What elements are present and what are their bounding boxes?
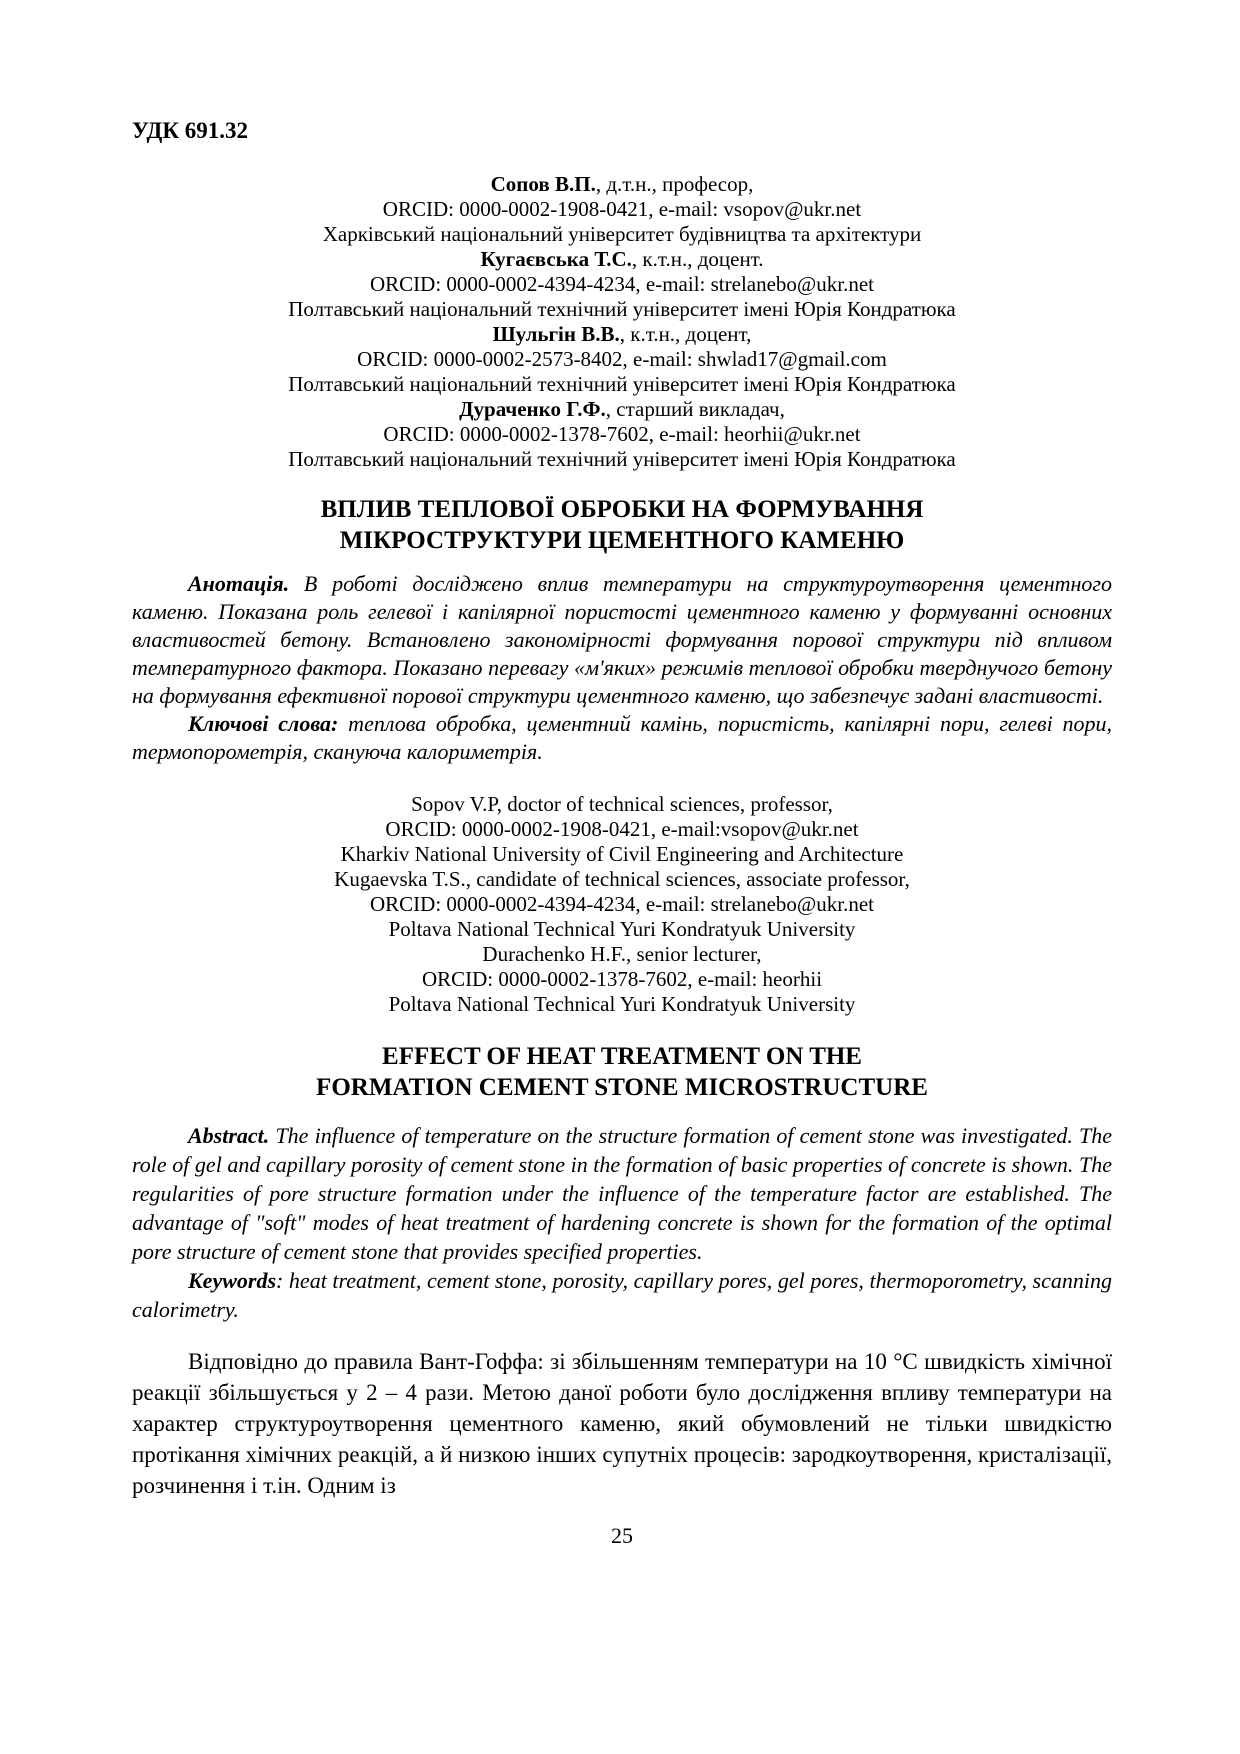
- affiliation-text: Полтавський національний технічний університет імені Юрія Кондратюка: [288, 297, 956, 321]
- keywords-ua-text: теплова обробка, цементний камінь, пористість, капілярні пори, гелеві пори, термопорометрія, скануюча калориметрія.: [132, 711, 1113, 764]
- keywords-ua-paragraph: [132, 710, 1112, 766]
- keywords-en-label: Keywords: [188, 1268, 276, 1293]
- orcid-line: [132, 272, 1112, 297]
- abstract-en-label: Abstract.: [188, 1123, 270, 1148]
- article-title-en: [132, 1041, 1112, 1103]
- orcid-line: [132, 422, 1112, 447]
- author-name: Дураченко Г.Ф.: [459, 397, 606, 421]
- keywords-en-text: : heat treatment, cement stone, porosity, capillary pores, gel pores, thermoporometry, scanning calorimetry.: [132, 1268, 1112, 1322]
- abstract-ua-label: Анотація.: [188, 571, 290, 596]
- author-degree: , к.т.н., доцент,: [619, 322, 752, 346]
- article-title-ua: [132, 494, 1112, 556]
- orcid-email-text: ORCID: 0000-0002-1378-7602, e-mail: heorhii@ukr.net: [383, 422, 861, 446]
- orcid-email-text: ORCID: 0000-0002-4394-4234, e-mail: strelanebo@ukr.net: [370, 272, 874, 296]
- udc-code: УДК 691.32: [132, 118, 249, 143]
- author-degree: , к.т.н., доцент.: [631, 247, 764, 271]
- orcid-line: [132, 347, 1112, 372]
- abstract-en-text: The influence of temperature on the structure formation of cement stone was investigated. The role of gel and capillary porosity of cement stone in the formation of basic properties of concrete is shown. The regularities of pore structure formation under the influence of the temperature factor are established. The advantage of "soft" modes of heat treatment of hardening concrete is shown for the formation of the optimal pore structure of cement stone that provides specified properties.: [132, 1123, 1112, 1264]
- abstract-ua-paragraph: [132, 570, 1112, 710]
- abstract-ua: [132, 570, 1112, 766]
- keywords-en-paragraph: [132, 1266, 1112, 1324]
- affiliation-line: [132, 222, 1112, 247]
- authors-block-en: [132, 792, 1112, 1017]
- affiliation-line: [132, 447, 1112, 472]
- abstract-en-paragraph: [132, 1121, 1112, 1266]
- orcid-line-en: ORCID: 0000-0002-1378-7602, e-mail: heorhii: [421, 967, 823, 991]
- author-degree: , старший викладач,: [605, 397, 785, 421]
- author-name: Шульгін В.В.: [492, 322, 620, 346]
- author-line: [132, 322, 1112, 347]
- orcid-line-en: ORCID: 0000-0002-4394-4234, e-mail: strelanebo@ukr.net: [370, 892, 874, 916]
- authors-block-ua: [132, 172, 1112, 472]
- author-line: [132, 247, 1112, 272]
- abstract-en: [132, 1121, 1112, 1324]
- author-line-en: Durachenko H.F., senior lecturer,: [482, 942, 762, 966]
- body-text: [132, 1346, 1112, 1501]
- article-title-en-line1: EFFECT OF HEAT TREATMENT ON THE: [382, 1043, 862, 1070]
- affiliation-line-en: Poltava National Technical Yuri Kondratyuk University: [388, 992, 856, 1016]
- orcid-line-en: ORCID: 0000-0002-1908-0421, e-mail:vsopov@ukr.net: [385, 817, 859, 841]
- affiliation-text: Харківський національний університет будівництва та архітектури: [322, 222, 922, 246]
- affiliation-text: Полтавський національний технічний університет імені Юрія Кондратюка: [288, 372, 956, 396]
- author-name: Кугаєвська Т.С.: [480, 247, 632, 271]
- author-line-en: Sopov V.P, doctor of technical sciences, professor,: [411, 792, 833, 816]
- affiliation-line: [132, 372, 1112, 397]
- affiliation-line-en: Kharkiv National University of Civil Engineering and Architecture: [340, 842, 904, 866]
- author-line: [132, 397, 1112, 422]
- affiliation-text: Полтавський національний технічний університет імені Юрія Кондратюка: [288, 447, 956, 471]
- article-title-ua-line2: МІКРОСТРУКТУРИ ЦЕМЕНТНОГО КАМЕНЮ: [339, 527, 905, 554]
- orcid-email-text: ORCID: 0000-0002-2573-8402, e-mail: shwlad17@gmail.com: [357, 347, 887, 371]
- author-line-en: Kugaevska T.S., candidate of technical sciences, associate professor,: [334, 867, 910, 891]
- abstract-ua-text: В роботі досліджено вплив температури на структуроутворення цементного каменю. Показана роль гелевої і капілярної пористості цементного каменю у формуванні основних властивостей бетону. Встановлено закономірності формування порової структури під впливом температурного фактора. Показано перевагу «м'яких» режимів теплової обробки тверднучого бетону на формування ефективної порової структури цементного каменю, що забезпечує задані властивості.: [132, 571, 1112, 708]
- page-number: 25: [611, 1523, 633, 1548]
- affiliation-line: [132, 297, 1112, 322]
- author-degree: , д.т.н., професор,: [595, 172, 754, 196]
- affiliation-line-en: Poltava National Technical Yuri Kondratyuk University: [388, 917, 856, 941]
- article-title-ua-line1: ВПЛИВ ТЕПЛОВОЇ ОБРОБКИ НА ФОРМУВАННЯ: [320, 496, 924, 523]
- keywords-ua-label: Ключові слова:: [188, 711, 339, 736]
- article-title-en-line2: FORMATION CEMENT STONE MICROSTRUCTURE: [316, 1074, 928, 1101]
- orcid-line: [132, 197, 1112, 222]
- orcid-email-text: ORCID: 0000-0002-1908-0421, e-mail: vsopov@ukr.net: [382, 197, 862, 221]
- body-paragraph: Відповідно до правила Вант-Гоффа: зі збільшенням температури на 10 °С швидкість хімічної реакції збільшується у 2 – 4 рази. Метою даної роботи було дослідження впливу температури на характер структуроутворення цементного каменю, який обумовлений не тільки швидкістю протікання хімічних реакцій, а й низкою інших супутніх процесів: зародкоутворення, кристалізації, розчинення і т.ін. Одним із: [132, 1349, 1112, 1498]
- author-line: [132, 172, 1112, 197]
- author-name: Сопов В.П.: [490, 172, 596, 196]
